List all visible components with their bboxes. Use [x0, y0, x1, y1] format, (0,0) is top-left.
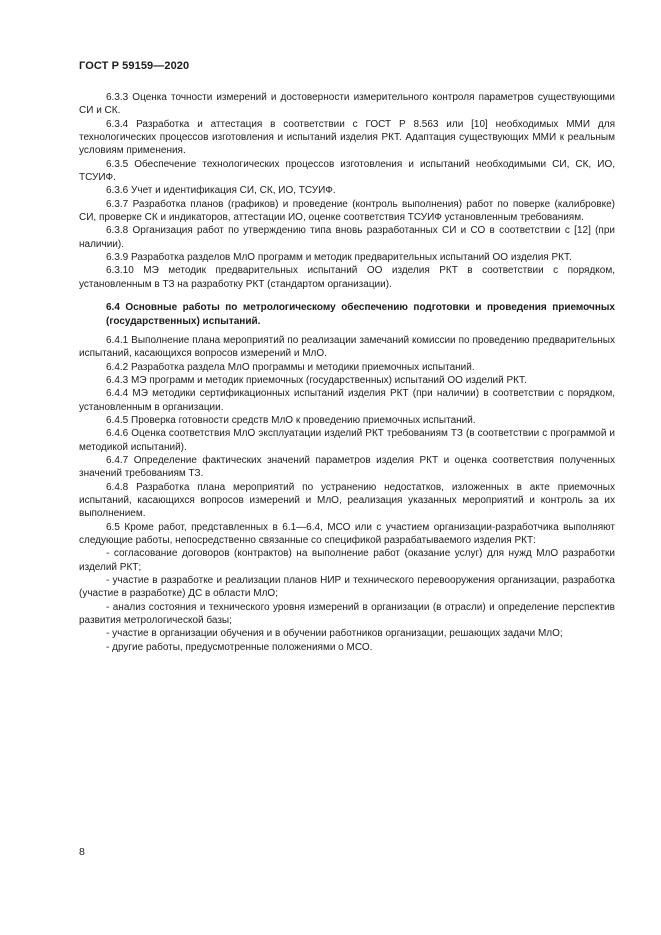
clause-6-3-3: 6.3.3 Оценка точности измерений и достоверности измерительного контроля параметров существующими СИ и СК. [79, 92, 615, 117]
page-number: 8 [79, 846, 85, 858]
clause-6-3-4: 6.3.4 Разработка и аттестация в соответствии с ГОСТ Р 8.563 или [10] необходимых ММИ для технологических процессов изготовления и испытаний изделия РКТ. Адаптация существующих ММИ к реальным условиям применения. [79, 118, 615, 157]
clause-6-3-9: 6.3.9 Разработка разделов МлО программ и методик предварительных испытаний ОО изделия РКТ. [106, 252, 572, 264]
document-body [79, 91, 615, 654]
clause-6-5: 6.5 Кроме работ, представленных в 6.1—6.4, МСО или с участием организации-разработчика выполняют следующие работы, непосредственно связанные со спецификой разрабатываемого изделия РКТ: [79, 521, 615, 546]
bullet-item: - анализ состояния и технического уровня измерений в организации (в отрасли) и определение перспектив развития метрологической базы; [79, 601, 615, 627]
clause-6-3-5: 6.3.5 Обеспечение технологических процессов изготовления и испытаний необходимыми СИ, СК, ИО, ТСУИФ. [79, 158, 615, 184]
section-6-4-heading: 6.4 Основные работы по метрологическому обеспечению подготовки и проведения приемочных (государственных) испытаний. [106, 302, 615, 327]
clause-6-4-6: 6.4.6 Оценка соответствия МлО эксплуатации изделий РКТ требованиям ТЗ (в соответствии с программой и методикой испытаний). [79, 428, 615, 453]
clause-6-4-2: 6.4.2 Разработка раздела МлО программы и методики приемочных испытаний. [106, 361, 475, 373]
clause-6-4-8: 6.4.8 Разработка плана мероприятий по устранению недостатков, изложенных в акте приемочных испытаний, касающихся вопросов измерений и МлО, реализация указанных мероприятий и контроль за их выполнением. [79, 481, 615, 520]
clause-6-4-3: 6.4.3 МЭ программ и методик приемочных (государственных) испытаний ОО изделий РКТ. [106, 374, 527, 386]
bullet-item: - согласование договоров (контрактов) на выполнение работ (оказание услуг) для нужд МлО разработки изделий РКТ; [79, 548, 615, 573]
clause-6-3-10: 6.3.10 МЭ методик предварительных испытаний ОО изделия РКТ в соответствии с порядком, установленным в ТЗ на разработку РКТ (стандартом организации). [79, 265, 615, 290]
clause-6-3-7: 6.3.7 Разработка планов (графиков) и проведение (контроль выполнения) работ по поверке (калибровке) СИ, проверке СК и индикаторов, аттестации ИО, оценке соответствия ТСУИФ установленным требованиям. [79, 198, 615, 224]
clause-6-4-4: 6.4.4 МЭ методики сертификационных испытаний изделия РКТ (при наличии) в соответствии с порядком, установленным в организации. [79, 388, 615, 413]
document-header: ГОСТ Р 59159—2020 [79, 60, 190, 72]
bullet-item: - участие в организации обучения и в обучении работников организации, решающих задачи МлО; [106, 628, 563, 640]
clause-6-4-5: 6.4.5 Проверка готовности средств МлО к проведению приемочных испытаний. [106, 414, 476, 426]
clause-6-3-6: 6.3.6 Учет и идентификация СИ, СК, ИО, ТСУИФ. [106, 185, 336, 197]
bullet-item: - другие работы, предусмотренные положениями о МСО. [106, 641, 373, 653]
clause-6-3-8: 6.3.8 Организация работ по утверждению типа вновь разработанных СИ и СО в соответствии с [12] (при наличии). [79, 225, 615, 250]
clause-6-4-1: 6.4.1 Выполнение плана мероприятий по реализации замечаний комиссии по проведению предварительных испытаний, касающихся вопросов измерений и МлО. [79, 334, 615, 360]
clause-6-4-7: 6.4.7 Определение фактических значений параметров изделия РКТ и оценка соответствия полученных значений требованиям ТЗ. [79, 454, 615, 480]
bullet-item: - участие в разработке и реализации планов НИР и технического перевооружения организации, разработка (участие в разработке) ДС в области МлО; [79, 575, 615, 600]
